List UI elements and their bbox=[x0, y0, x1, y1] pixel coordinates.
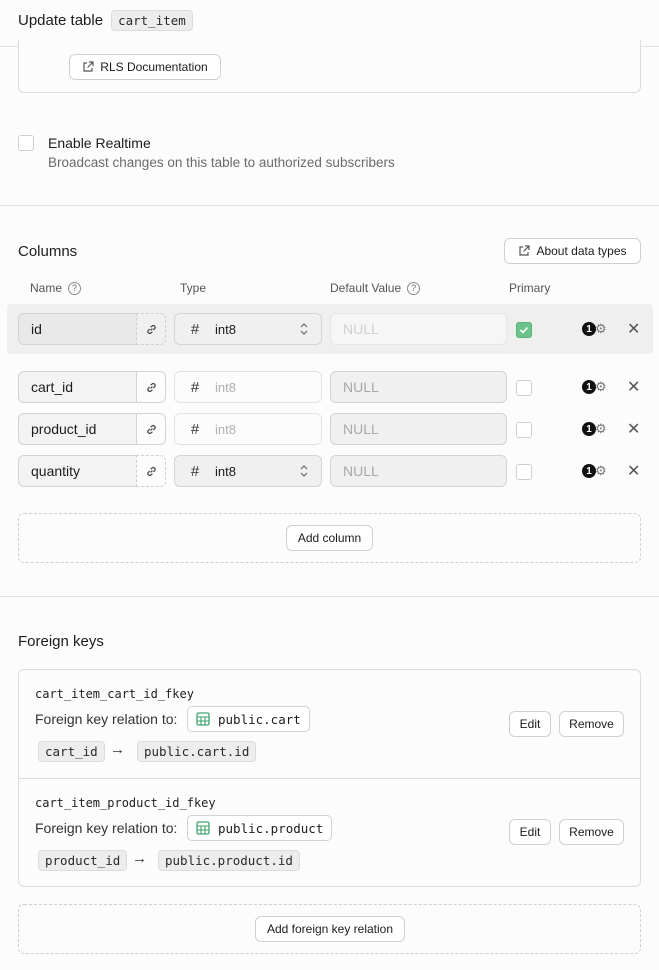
column-type-value: int8 bbox=[215, 421, 236, 437]
column-settings-button[interactable] bbox=[582, 321, 610, 337]
column-header-primary: Primary bbox=[509, 281, 551, 295]
primary-key-checkbox[interactable] bbox=[516, 464, 532, 480]
link-icon bbox=[145, 423, 158, 436]
rls-documentation-button[interactable] bbox=[69, 54, 221, 80]
column-row-cart-id bbox=[0, 371, 659, 403]
enable-realtime-checkbox[interactable] bbox=[18, 135, 34, 151]
link-icon bbox=[145, 465, 158, 478]
fk-source-column: cart_id bbox=[38, 741, 105, 762]
page-title-text: Update table bbox=[18, 12, 104, 29]
column-type-select[interactable] bbox=[174, 455, 322, 487]
fk-edit-button[interactable]: Edit bbox=[509, 819, 551, 845]
fk-divider bbox=[18, 778, 641, 779]
column-type-select[interactable] bbox=[174, 371, 322, 403]
remove-column-icon[interactable]: ✕ bbox=[627, 463, 641, 480]
primary-key-checkbox[interactable] bbox=[516, 322, 532, 338]
table-icon bbox=[196, 821, 210, 835]
foreign-key-link-button[interactable] bbox=[136, 371, 166, 403]
enable-realtime-description: Broadcast changes on this table to authorized subscribers bbox=[48, 155, 395, 170]
chevron-updown-icon bbox=[299, 463, 309, 482]
primary-key-checkbox[interactable] bbox=[516, 380, 532, 396]
arrow-right-icon: → bbox=[110, 741, 125, 758]
column-name-input[interactable]: id bbox=[18, 313, 137, 345]
check-icon bbox=[519, 325, 529, 335]
column-header-type: Type bbox=[180, 281, 207, 295]
column-header-name bbox=[30, 281, 81, 295]
column-default-input[interactable]: NULL bbox=[330, 455, 507, 487]
settings-count-badge: 1 bbox=[582, 464, 596, 478]
link-icon bbox=[145, 381, 158, 394]
column-type-value: int8 bbox=[215, 379, 236, 395]
add-column-button[interactable]: Add column bbox=[286, 525, 373, 551]
help-icon[interactable]: ? bbox=[407, 282, 420, 295]
fk-remove-button[interactable]: Remove bbox=[559, 819, 624, 845]
settings-count-badge: 1 bbox=[582, 422, 596, 436]
primary-key-checkbox[interactable] bbox=[516, 422, 532, 438]
foreign-keys-title: Foreign keys bbox=[18, 633, 104, 650]
column-settings-button[interactable] bbox=[582, 421, 610, 437]
column-row-quantity bbox=[0, 455, 659, 487]
gear-icon: ⚙ bbox=[595, 379, 607, 394]
external-link-icon bbox=[82, 61, 94, 73]
fk-target-column: public.product.id bbox=[158, 850, 300, 871]
gear-icon: ⚙ bbox=[595, 463, 607, 478]
help-icon[interactable]: ? bbox=[68, 282, 81, 295]
settings-count-badge: 1 bbox=[582, 322, 596, 336]
column-name-input[interactable]: quantity bbox=[18, 455, 137, 487]
remove-column-icon[interactable]: ✕ bbox=[627, 379, 641, 396]
link-icon bbox=[145, 323, 158, 336]
fk-target-table bbox=[187, 706, 310, 732]
add-foreign-key-button[interactable]: Add foreign key relation bbox=[255, 916, 405, 942]
column-type-select[interactable] bbox=[174, 313, 322, 345]
column-name-input[interactable]: cart_id bbox=[18, 371, 137, 403]
gear-icon: ⚙ bbox=[595, 321, 607, 336]
hash-icon: # bbox=[190, 420, 200, 438]
column-settings-button[interactable] bbox=[582, 379, 610, 395]
fk-target-table-name: public.product bbox=[218, 820, 324, 836]
arrow-right-icon: → bbox=[132, 850, 147, 867]
external-link-icon bbox=[518, 245, 530, 257]
fk-target-column: public.cart.id bbox=[137, 741, 256, 762]
hash-icon: # bbox=[190, 320, 200, 338]
fk-source-column: product_id bbox=[38, 850, 127, 871]
section-divider-2 bbox=[0, 596, 659, 597]
rls-documentation-label: RLS Documentation bbox=[100, 60, 208, 74]
fk-relation-label: Foreign key relation to: bbox=[35, 820, 178, 836]
foreign-key-link-button[interactable] bbox=[136, 413, 166, 445]
fk-edit-button[interactable]: Edit bbox=[509, 711, 551, 737]
column-row-product-id bbox=[0, 413, 659, 445]
about-data-types-button[interactable] bbox=[504, 238, 641, 264]
page-title bbox=[18, 10, 193, 31]
hash-icon: # bbox=[190, 462, 200, 480]
fk-target-table-name: public.cart bbox=[218, 711, 301, 727]
column-default-input[interactable]: NULL bbox=[330, 313, 507, 345]
about-data-types-label: About data types bbox=[536, 244, 627, 258]
column-settings-button[interactable] bbox=[582, 463, 610, 479]
column-type-value: int8 bbox=[215, 321, 236, 337]
column-header-name-text: Name bbox=[30, 281, 63, 295]
fk-relation-label: Foreign key relation to: bbox=[35, 711, 178, 727]
foreign-key-link-button[interactable] bbox=[136, 455, 166, 487]
chevron-updown-icon bbox=[299, 321, 309, 340]
fk-remove-button[interactable]: Remove bbox=[559, 711, 624, 737]
hash-icon: # bbox=[190, 378, 200, 396]
remove-column-icon[interactable]: ✕ bbox=[627, 421, 641, 438]
column-name-input[interactable]: product_id bbox=[18, 413, 137, 445]
table-icon bbox=[196, 712, 210, 726]
gear-icon: ⚙ bbox=[595, 421, 607, 436]
column-header-default bbox=[330, 281, 420, 295]
column-header-default-text: Default Value bbox=[330, 281, 402, 295]
section-divider-1 bbox=[0, 205, 659, 206]
enable-realtime-label: Enable Realtime bbox=[48, 135, 151, 151]
column-row-id bbox=[0, 313, 659, 345]
column-type-value: int8 bbox=[215, 463, 236, 479]
fk-name: cart_item_product_id_fkey bbox=[35, 796, 216, 810]
columns-title: Columns bbox=[18, 243, 78, 260]
table-name-badge: cart_item bbox=[111, 10, 193, 31]
column-default-input[interactable]: NULL bbox=[330, 371, 507, 403]
column-type-select[interactable] bbox=[174, 413, 322, 445]
column-default-input[interactable]: NULL bbox=[330, 413, 507, 445]
settings-count-badge: 1 bbox=[582, 380, 596, 394]
fk-target-table bbox=[187, 815, 332, 841]
fk-name: cart_item_cart_id_fkey bbox=[35, 687, 194, 701]
foreign-key-link-button[interactable] bbox=[136, 313, 166, 345]
remove-column-icon[interactable]: ✕ bbox=[627, 321, 641, 338]
